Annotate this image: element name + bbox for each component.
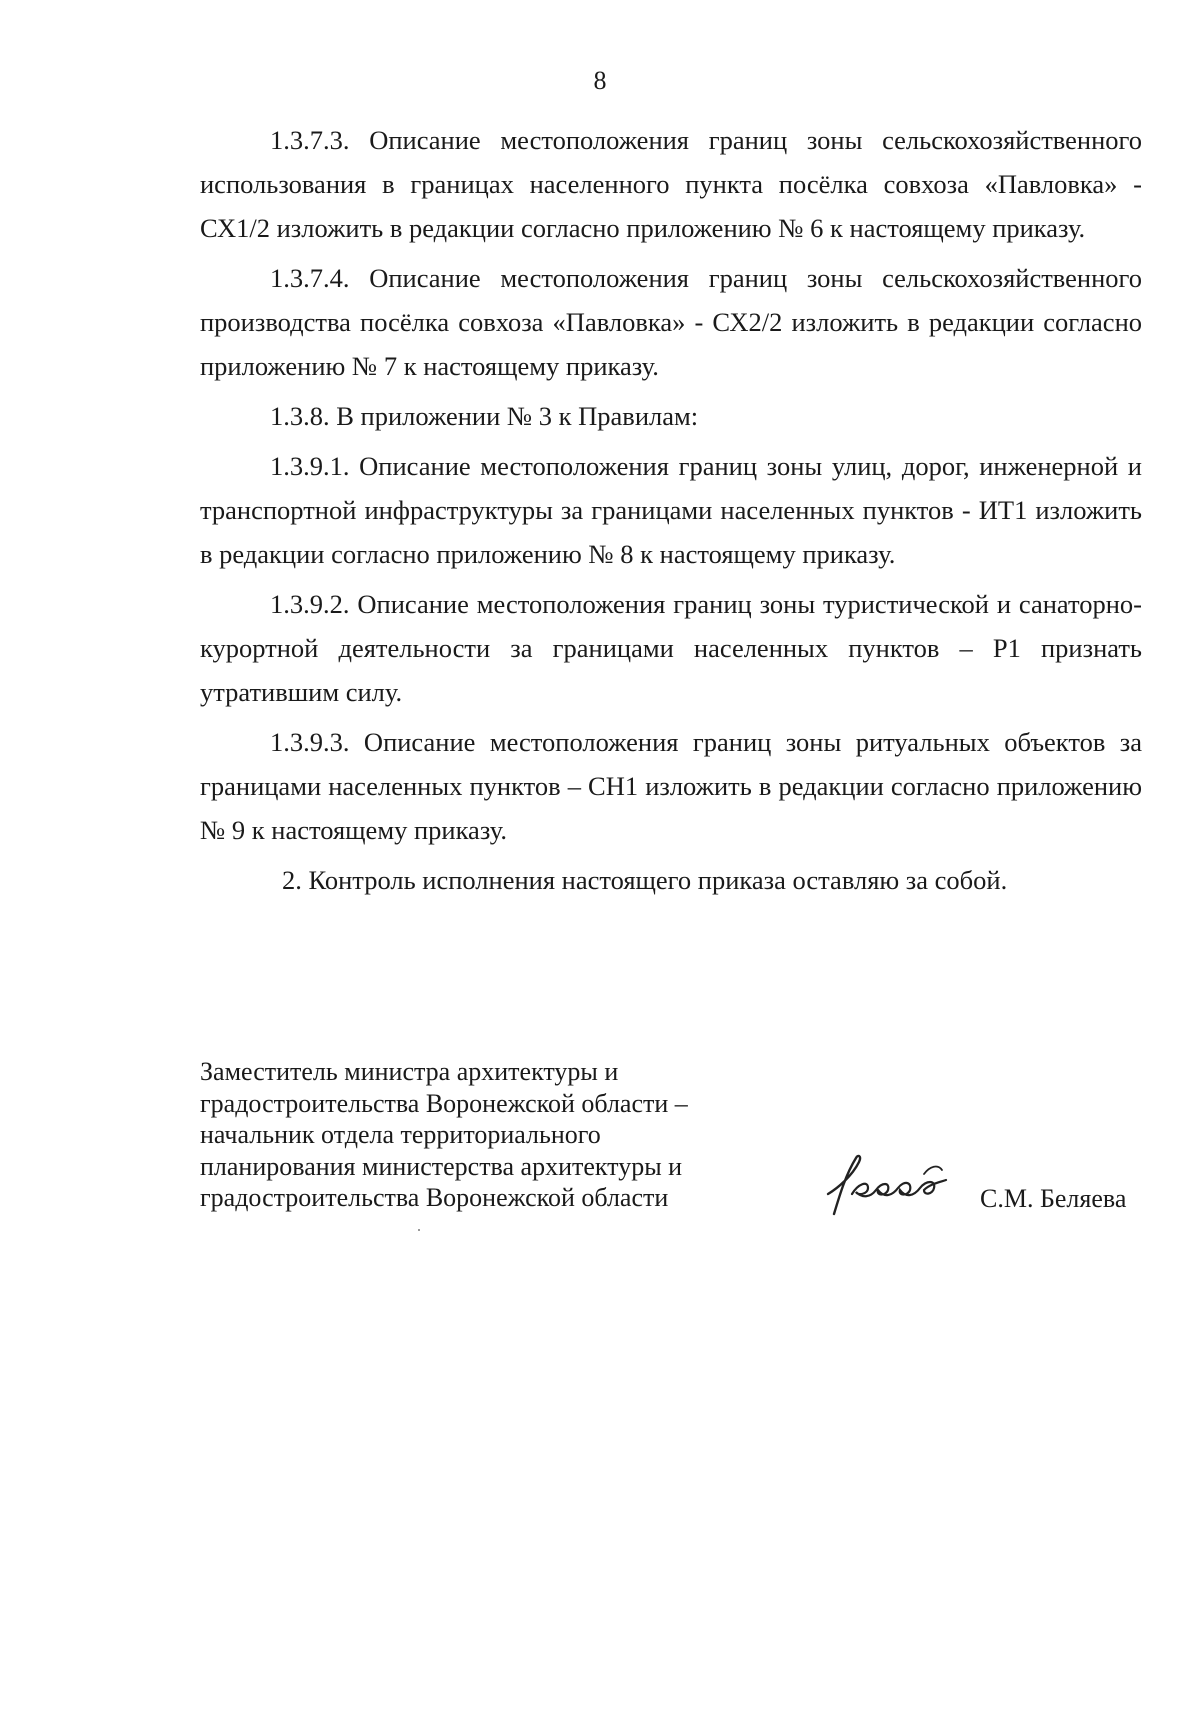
handwritten-signature	[812, 1144, 992, 1224]
paragraph-1-3-9-3: 1.3.9.3. Описание местоположения границ зоны ритуальных объектов за границами населенных пунктов – СН1 изложить в редакции согласно приложению № 9 к настоящему приказу.	[200, 727, 1142, 845]
paragraph-1-3-9-2: 1.3.9.2. Описание местоположения границ зоны туристической и санаторно-курортной деятельности за границами населенных пунктов – Р1 признать утратившим силу.	[200, 589, 1142, 707]
page-number: 8	[593, 66, 607, 95]
paragraph-1-3-7-4: 1.3.7.4. Описание местоположения границ зоны сельскохозяйственного производства посёлка совхоза «Павловка» - СХ2/2 изложить в редакции согласно приложению № 7 к настоящему приказу.	[200, 263, 1142, 381]
signature-block	[200, 1056, 1142, 1236]
paragraph-1-3-9-1: 1.3.9.1. Описание местоположения границ зоны улиц, дорог, инженерной и транспортной инфраструктуры за границами населенных пунктов - ИТ1 изложить в редакции согласно приложению № 8 к настоящему приказу.	[200, 451, 1142, 569]
paragraph-1-3-7-3: 1.3.7.3. Описание местоположения границ зоны сельскохозяйственного использования в границах населенного пункта посёлка совхоза «Павловка» - СХ1/2 изложить в редакции согласно приложению № 6 к настоящему приказу.	[200, 125, 1142, 243]
paragraph-2-control: 2. Контроль исполнения настоящего приказа оставляю за собой.	[282, 865, 1008, 895]
signer-name: С.М. Беляева	[980, 1184, 1127, 1213]
signer-position-title: Заместитель министра архитектуры и градостроительства Воронежской области – начальник отдела территориального планирования министерства архитектуры и градостроительства Воронежской области	[200, 1057, 688, 1212]
paragraph-1-3-8: 1.3.8. В приложении № 3 к Правилам:	[270, 401, 699, 431]
document-body	[200, 118, 1142, 908]
scan-speck	[418, 1229, 420, 1231]
